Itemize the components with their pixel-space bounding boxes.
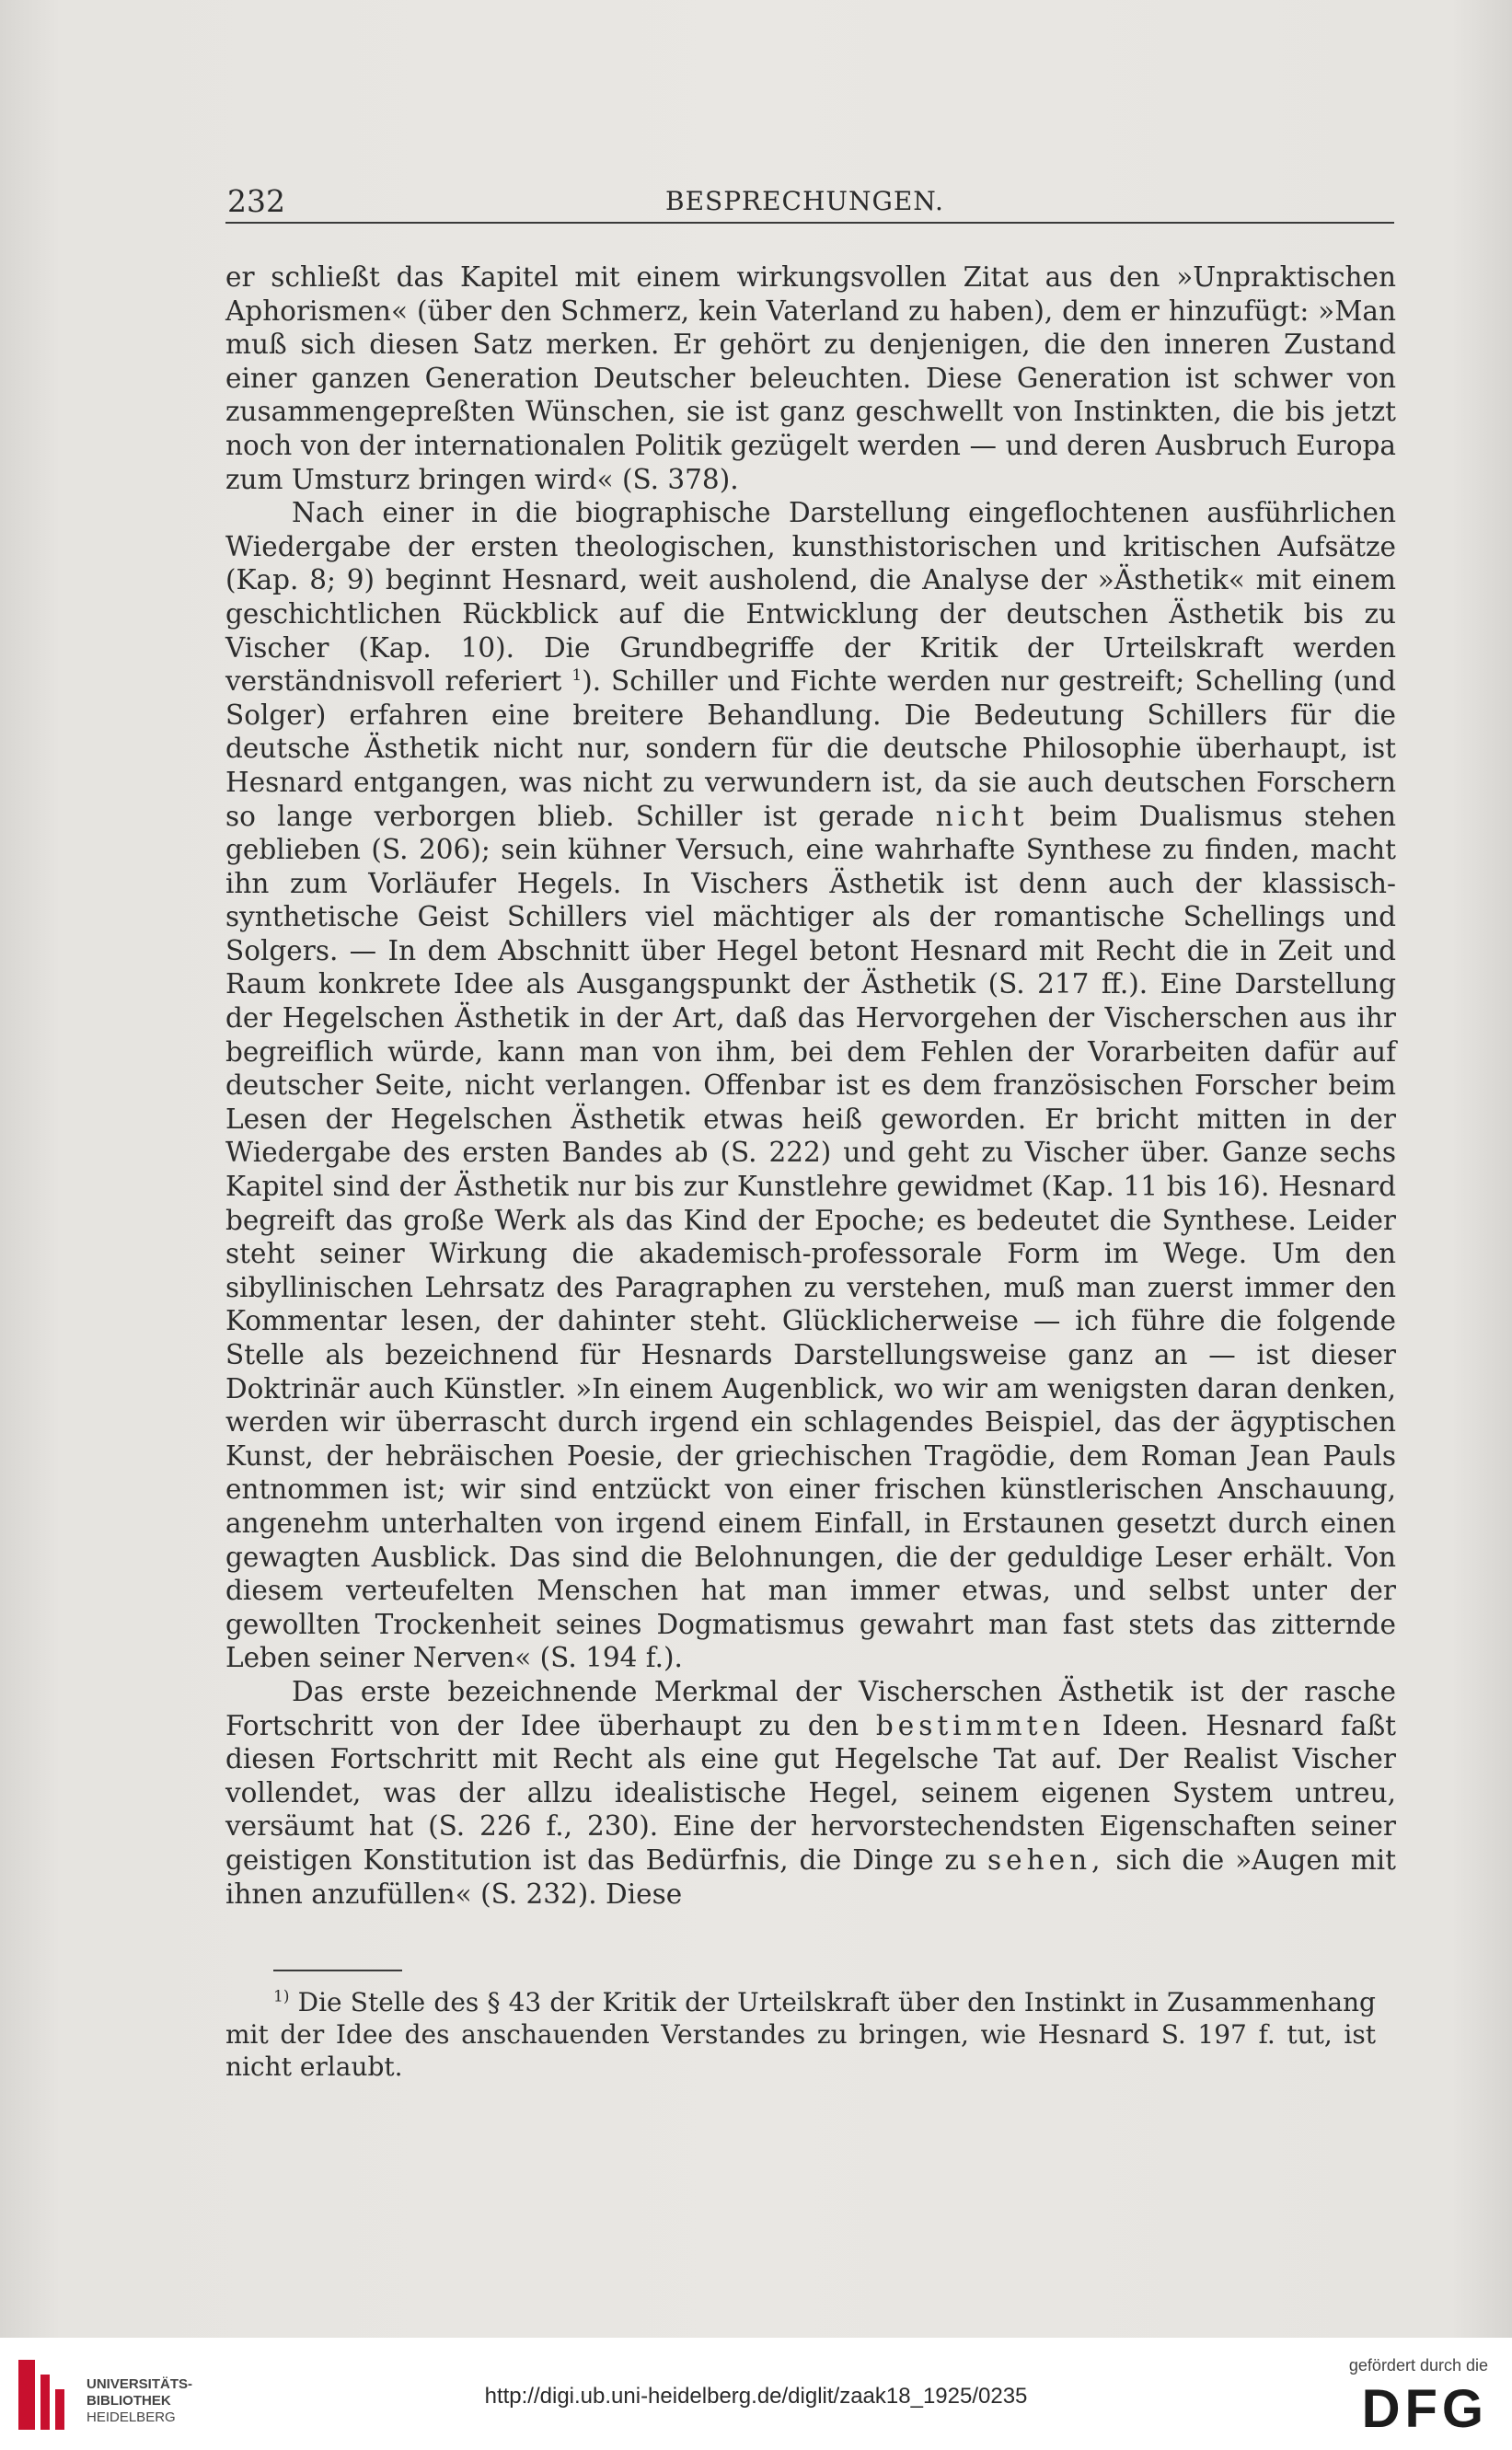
dfg-logo-icon[interactable]: DFG <box>1361 2379 1488 2439</box>
funding-caption: gefördert durch die <box>1348 2356 1488 2375</box>
footnote-marker: 1) <box>273 1987 290 2006</box>
paragraph-3: Das erste bezeichnende Merkmal der Vischerschen Ästhetik ist der rasche Fortschritt von der Idee überhaupt zu den bestimmten Ideen. Hesnard faßt diesen Fortschritt mit Recht als eine gut Hegelsche Tat auf. Der Realist Vischer vollendet, was der allzu idealistische Hegel, seinem eigenen System untreu, versäumt hat (S. 226 f., 230). Eine der hervorstechendsten Eigenschaften seiner geistigen Konstitution ist das Bedürfnis, die Dinge zu sehen, sich die »Augen mit ihnen anzufüllen« (S. 232). Diese <box>225 1675 1397 1910</box>
page-number: 232 <box>227 183 285 219</box>
paragraph-1: er schließt das Kapitel mit einem wirkungsvollen Zitat aus den »Unpraktischen Aphorismen« (über den Schmerz, kein Vaterland zu haben), dem er hinzufügt: »Man muß sich diesen Satz merken. Er gehört zu denjenigen, die den inneren Zustand einer ganzen Generation Deutscher beleuchten. Diese Generation ist schwer von zusammengepreßten Wünschen, sie ist ganz geschwellt von Instinkten, die bis jetzt noch von der internationalen Politik gezügelt werden — und deren Ausbruch Europa zum Umsturz bringen wird« (S. 378). <box>225 261 1396 495</box>
body-text <box>225 260 1396 1911</box>
running-title: BESPRECHUNGEN. <box>665 186 944 216</box>
paragraph-2: Nach einer in die biographische Darstellung eingeflochtenen ausführlichen Wiedergabe der ersten theologischen, kunsthistorischen und kritischen Aufsätze (Kap. 8; 9) beginnt Hesnard, weit ausholend, die Analyse der »Ästhetik« mit einem geschichtlichen Rückblick auf die Entwicklung der deutschen Ästhetik bis zu Vischer (Kap. 10). Die Grundbegriffe der Kritik der Urteilskraft werden verständnisvoll referiert $^1$). Schiller und Fichte werden nur gestreift; Schelling (und Solger) erfahren eine breitere Behandlung. Die Bedeutung Schillers für die deutsche Ästhetik nicht nur, sondern für die deutsche Philosophie überhaupt, ist Hesnard entgangen, was nicht zu verwundern ist, da sie auch deutschen Forschern so lange verborgen blieb. Schiller ist gerade nicht beim Dualismus stehen geblieben (S. 206); sein kühner Versuch, eine wahrhafte Synthese zu finden, macht ihn zum Vorläufer Hegels. In Vischers Ästhetik ist denn auch der klassisch-synthetische Geist Schillers viel mächtiger als der romantische Schellings und Solgers. — In dem Abschnitt über Hegel betont Hesnard mit Recht die in Zeit und Raum konkrete Idee als Ausgangspunkt der Ästhetik (S. 217 ff.). Eine Darstellung der Hegelschen Ästhetik in der Art, daß das Hervorgehen der Vischerschen aus ihr begreiflich würde, kann man von ihm, bei dem Fehlen der Vorarbeiten dafür auf deutscher Seite, nicht verlangen. Offenbar ist es dem französischen Forscher beim Lesen der Hegelschen Ästhetik etwas heiß geworden. Er bricht mitten in der Wiedergabe des ersten Bandes ab (S. 222) und geht zu Vischer über. Ganze sechs Kapitel sind der Ästhetik nur bis zur Kunstlehre gewidmet (Kap. 11 bis 16). Hesnard begreift das große Werk als das Kind der Epoche; es bedeutet die Synthese. Leider steht seiner Wirkung die akademisch-professorale Form im Wege. Um den sibyllinischen Lehrsatz des Paragraphen zu verstehen, muß man zuerst immer den Kommentar lesen, der dahinter steht. Glücklicherweise — ich führe die folgende Stelle als bezeichnend für Hesnards Darstellungsweise ganz an — ist dieser Doktrinär auch Künstler. »In einem Augenblick, wo wir am wenigsten daran denken, werden wir überrascht durch irgend ein schlagendes Beispiel, das der ägyptischen Kunst, der hebräischen Poesie, der griechischen Tragödie, dem Roman Jean Pauls entnommen ist; wir sind entzückt von einer frischen künstlerischen Anschauung, angenehm unterhalten von irgend einem Einfall, in Erstaunen gesetzt durch einen gewagten Ausblick. Das sind die Belohnungen, die der geduldige Leser erhält. Von diesem verteufelten Menschen hat man immer etwas, und selbst unter der gewollten Trockenheit seines Dogmatismus gewahrt man fast stets das zitternde Leben seiner Nerven« (S. 194 f.). <box>225 497 1396 1674</box>
spaced-emphasis: bestimmten <box>875 1709 1085 1741</box>
footnote-divider <box>273 1970 402 1971</box>
viewer-footer <box>0 2338 1512 2450</box>
footnote-reference[interactable]: 1 <box>571 666 583 686</box>
library-name: UNIVERSITÄTS- BIBLIOTHEK HEIDELBERG <box>87 2376 193 2425</box>
footnote: $^{1)}$ Die Stelle des § 43 der Kritik der Urteilskraft über den Instinkt in Zusammenhang mit der Idee des anschauenden Verstandes zu bringen, wie Hesnard S. 197 f. tut, ist nicht erlaubt. <box>225 1987 1376 2082</box>
spaced-emphasis: sehen, <box>987 1843 1105 1876</box>
permalink-url[interactable]: http://digi.ub.uni-heidelberg.de/diglit/zaak18_1925/0235 <box>484 2384 1028 2409</box>
page-header <box>225 181 1394 224</box>
spaced-emphasis: nicht <box>935 800 1029 832</box>
